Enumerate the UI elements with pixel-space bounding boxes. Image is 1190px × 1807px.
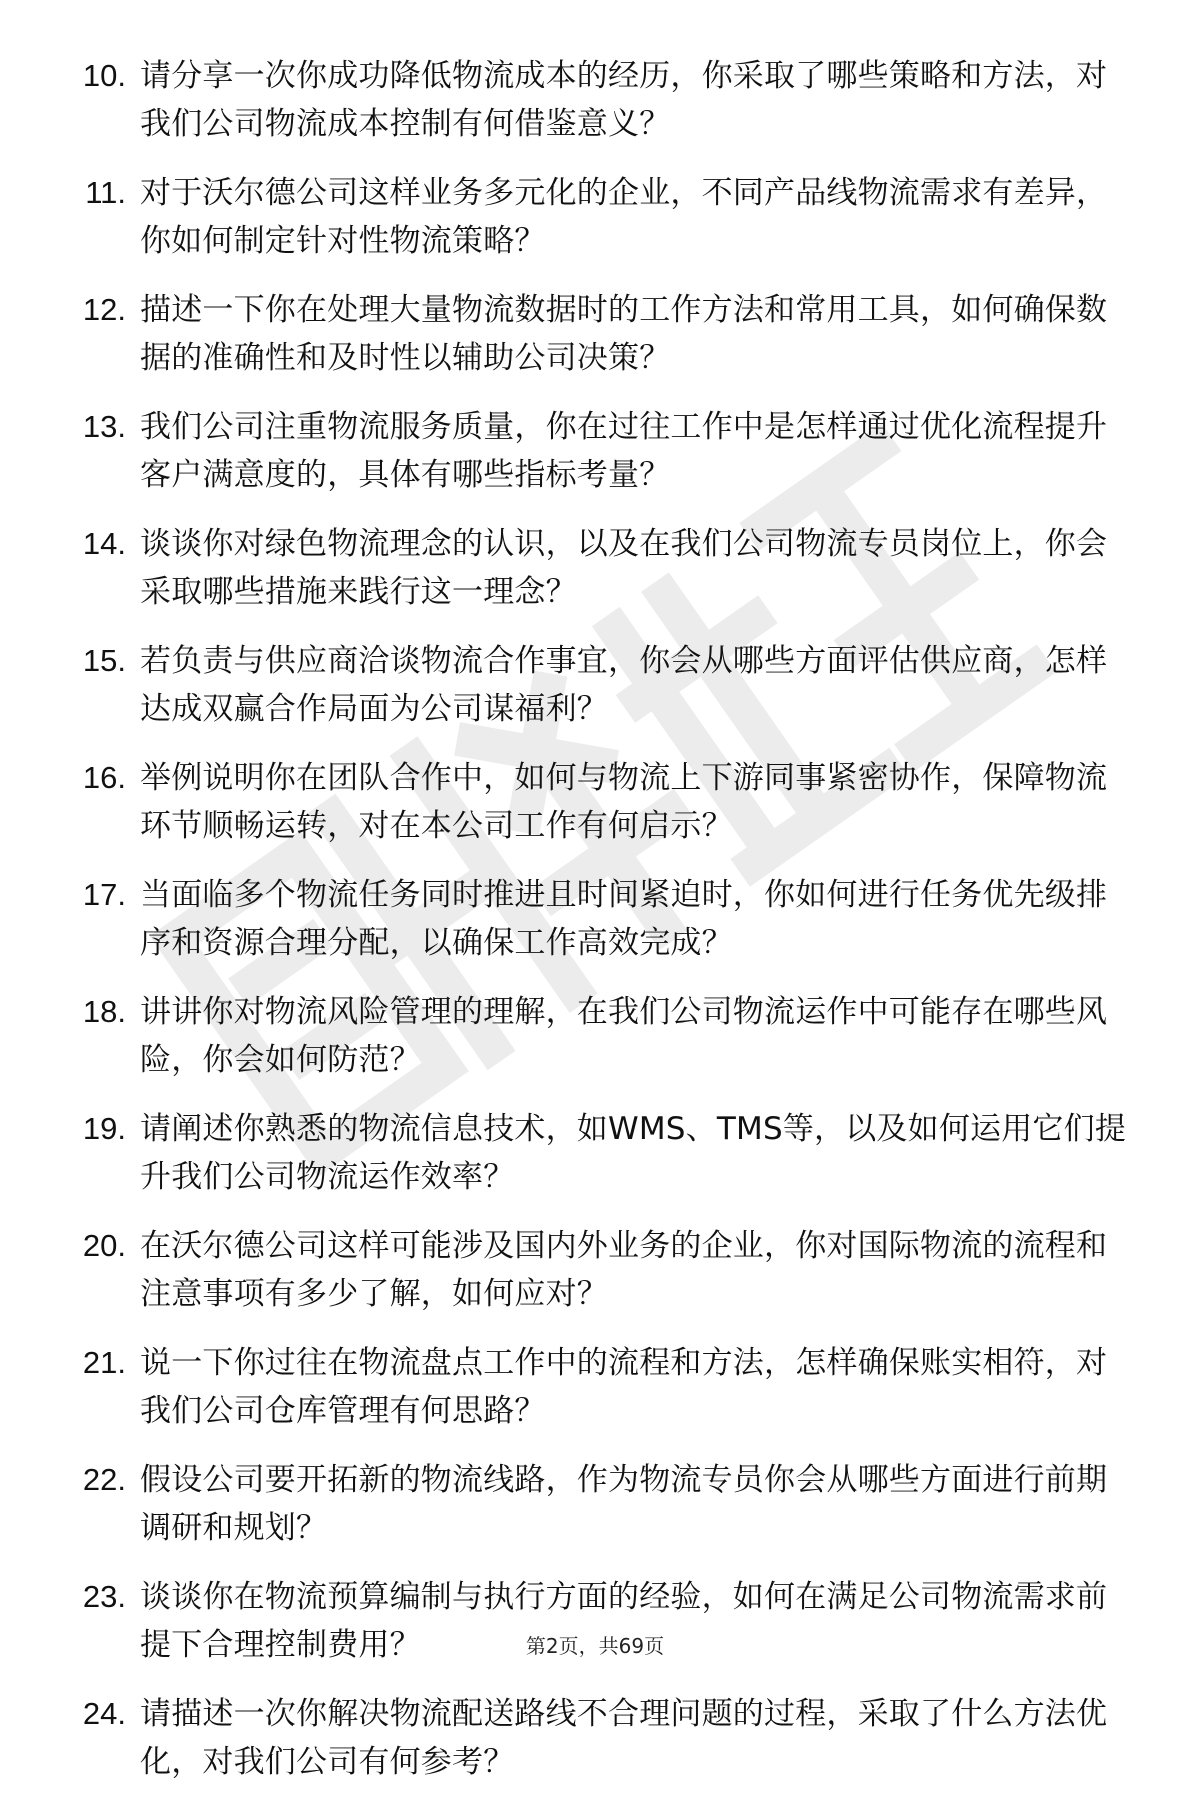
question-item (56, 1105, 1136, 1201)
question-text: 谈谈你在物流预算编制与执行方面的经验，如何在满足公司物流需求前提下合理控制费用？ (140, 1579, 1108, 1663)
question-item (56, 169, 1136, 265)
question-text: 当面临多个物流任务同时推进且时间紧迫时，你如何进行任务优先级排序和资源合理分配，以确保工作高效完成？ (140, 877, 1108, 961)
question-item (56, 403, 1136, 499)
question-number: 10. (82, 58, 126, 93)
question-item (56, 988, 1136, 1084)
question-item (56, 1690, 1136, 1786)
question-number: 16. (82, 760, 126, 795)
question-item (56, 871, 1136, 967)
question-number: 19. (82, 1111, 126, 1146)
question-text: 谈谈你对绿色物流理念的认识，以及在我们公司物流专员岗位上，你会采取哪些措施来践行这一理念？ (140, 526, 1108, 610)
question-text: 说一下你过往在物流盘点工作中的流程和方法，怎样确保账实相符，对我们公司仓库管理有何思路？ (140, 1345, 1108, 1429)
question-item (56, 1222, 1136, 1318)
question-text: 举例说明你在团队合作中，如何与物流上下游同事紧密协作，保障物流环节顺畅运转，对在本公司工作有何启示？ (140, 760, 1108, 844)
question-item (56, 1339, 1136, 1435)
question-number: 11. (85, 175, 126, 210)
question-number: 13. (82, 409, 126, 444)
question-number: 23. (82, 1579, 126, 1614)
question-number: 12. (82, 292, 126, 327)
question-item (56, 286, 1136, 382)
question-text: 对于沃尔德公司这样业务多元化的企业，不同产品线物流需求有差异，你如何制定针对性物流策略？ (140, 175, 1108, 259)
page-number-label: 第2页，共69页 (525, 1634, 665, 1658)
question-number: 18. (82, 994, 126, 1029)
question-item (56, 1456, 1136, 1552)
question-text: 讲讲你对物流风险管理的理解，在我们公司物流运作中可能存在哪些风险，你会如何防范？ (140, 994, 1108, 1078)
question-text: 我们公司注重物流服务质量，你在过往工作中是怎样通过优化流程提升客户满意度的，具体有哪些指标考量？ (140, 409, 1108, 493)
question-text: 请描述一次你解决物流配送路线不合理问题的过程，采取了什么方法优化，对我们公司有何参考？ (140, 1696, 1108, 1780)
page-footer (0, 1630, 1190, 1659)
question-item (56, 754, 1136, 850)
question-number: 21. (82, 1345, 126, 1380)
question-number: 24. (82, 1696, 126, 1731)
question-number: 22. (82, 1462, 126, 1497)
question-item (56, 52, 1136, 148)
question-number: 20. (82, 1228, 126, 1263)
question-text: 若负责与供应商洽谈物流合作事宜，你会从哪些方面评估供应商，怎样达成双赢合作局面为公司谋福利？ (140, 643, 1108, 727)
question-item (56, 520, 1136, 616)
question-text: 请阐述你熟悉的物流信息技术，如WMS、TMS等，以及如何运用它们提升我们公司物流运作效率？ (140, 1111, 1127, 1195)
question-text: 假设公司要开拓新的物流线路，作为物流专员你会从哪些方面进行前期调研和规划？ (140, 1462, 1108, 1546)
question-list (56, 52, 1136, 1807)
question-text: 描述一下你在处理大量物流数据时的工作方法和常用工具，如何确保数据的准确性和及时性以辅助公司决策？ (140, 292, 1108, 376)
question-number: 17. (82, 877, 126, 912)
question-item (56, 637, 1136, 733)
question-number: 14. (82, 526, 126, 561)
question-number: 15. (82, 643, 126, 678)
question-text: 在沃尔德公司这样可能涉及国内外业务的企业，你对国际物流的流程和注意事项有多少了解，如何应对？ (140, 1228, 1108, 1312)
question-text: 请分享一次你成功降低物流成本的经历，你采取了哪些策略和方法，对我们公司物流成本控制有何借鉴意义？ (140, 58, 1108, 142)
